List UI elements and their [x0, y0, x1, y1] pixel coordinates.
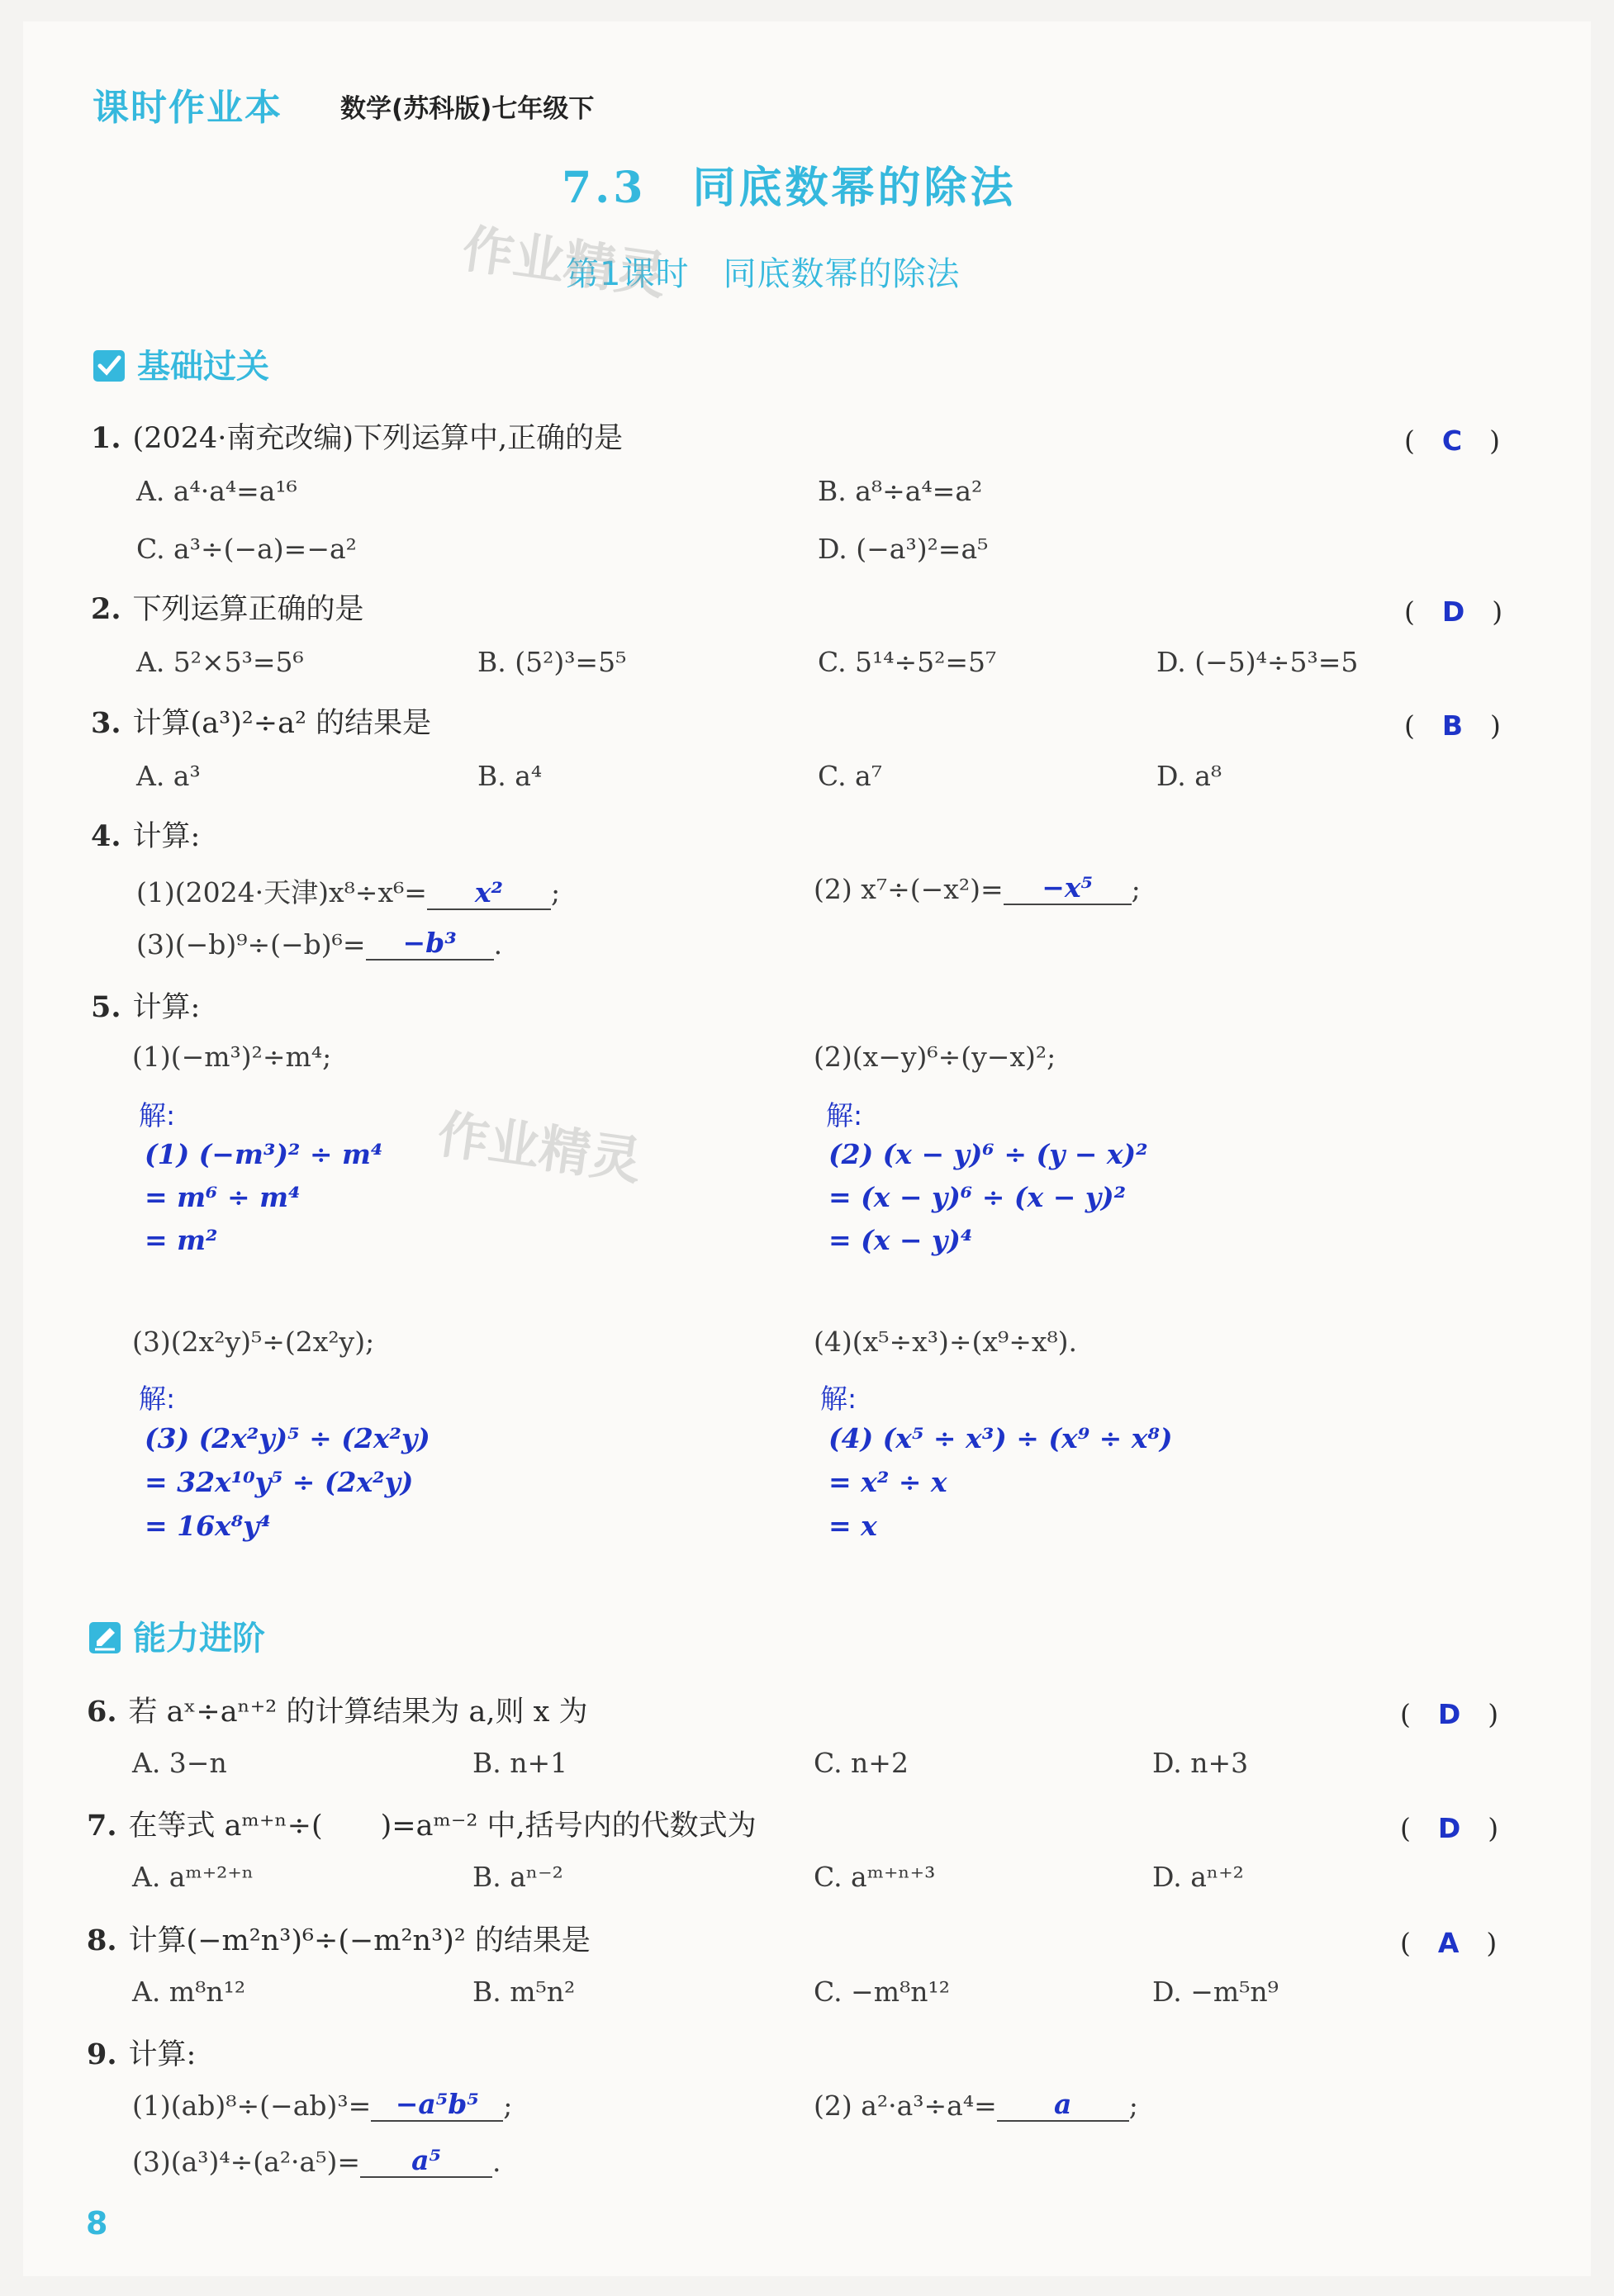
solution-line: = m²: [145, 1224, 218, 1256]
option-d: D. −m⁵n⁹: [1152, 1976, 1279, 2008]
solution-line: = 32x¹⁰y⁵ ÷ (2x²y): [145, 1466, 414, 1498]
question-number: 4.: [91, 819, 121, 853]
answer-slot-3: ( B ): [1404, 709, 1501, 742]
question-number: 8.: [87, 1924, 117, 1957]
subquestion-9-3: (3)(a³)⁴÷(a²·a⁵)= a⁵ .: [132, 2144, 501, 2178]
subquestion-5-3: (3)(2x²y)⁵÷(2x²y);: [132, 1326, 375, 1358]
question-text: 计算(−m²n³)⁶÷(−m²n³)² 的结果是: [128, 1924, 591, 1957]
solution-label: 解:: [139, 1099, 176, 1131]
subquestion-9-1: (1)(ab)⁸÷(−ab)³= −a⁵b⁵ ;: [132, 2088, 513, 2122]
question-text: 下列运算正确的是: [132, 593, 364, 626]
answer-blank: −b³: [366, 927, 494, 961]
answer-choice: A: [1437, 1927, 1460, 1959]
prompt: (3)(−b)⁹÷(−b)⁶=: [136, 928, 366, 961]
question-number: 9.: [87, 2037, 117, 2071]
section-advanced-label: 能力进阶: [133, 1620, 265, 1658]
solution-line: = 16x⁸y⁴: [145, 1510, 271, 1542]
section-basic: [91, 340, 269, 387]
option-a: A. m⁸n¹²: [132, 1976, 246, 2008]
lesson-subtitle: 第1课时 同底数幂的除法: [566, 255, 961, 293]
option-c: C. 5¹⁴÷5²=5⁷: [818, 646, 997, 678]
option-a: A. 5²×5³=5⁶: [136, 646, 304, 678]
question-5: [91, 984, 200, 1026]
solution-line: = x² ÷ x: [828, 1466, 947, 1498]
option-c: C. −m⁸n¹²: [814, 1976, 950, 2008]
solution-line: (3) (2x²y)⁵ ÷ (2x²y): [145, 1422, 430, 1454]
question-number: 6.: [87, 1695, 117, 1729]
question-text: 在等式 aᵐ⁺ⁿ÷( )=aᵐ⁻² 中,括号内的代数式为: [128, 1810, 757, 1843]
solution-label: 解:: [826, 1099, 863, 1131]
question-3: [91, 700, 431, 742]
subquestion-5-4: (4)(x⁵÷x³)÷(x⁹÷x⁸).: [814, 1326, 1078, 1358]
option-d: D. (−5)⁴÷5³=5: [1156, 646, 1359, 678]
solution-line: (1) (−m³)² ÷ m⁴: [145, 1138, 383, 1170]
option-a: A. 3−n: [132, 1747, 227, 1779]
option-c: C. aᵐ⁺ⁿ⁺³: [814, 1861, 936, 1893]
section-basic-label: 基础过关: [137, 348, 269, 386]
answer-blank: −a⁵b⁵: [371, 2088, 503, 2122]
answer-choice: B: [1441, 709, 1464, 742]
question-7: [87, 1803, 757, 1844]
option-b: B. aⁿ⁻²: [472, 1861, 563, 1893]
question-4: [91, 814, 200, 855]
answer-blank: a⁵: [360, 2144, 492, 2178]
question-text: 计算(a³)²÷a² 的结果是: [132, 707, 432, 740]
option-a: A. aᵐ⁺²⁺ⁿ: [132, 1861, 254, 1893]
solution-line: = m⁶ ÷ m⁴: [145, 1181, 301, 1213]
solution-line: (2) (x − y)⁶ ÷ (y − x)²: [828, 1138, 1148, 1170]
answer-choice: D: [1437, 1812, 1461, 1844]
watermark: 作业精灵: [434, 1103, 646, 1192]
option-b: B. a⁴: [477, 760, 543, 792]
answer-blank: x²: [427, 876, 551, 910]
option-d: D. a⁸: [1156, 760, 1222, 792]
subject-label: 数学(苏科版)七年级下: [340, 94, 595, 124]
answer-slot-7: ( D ): [1400, 1812, 1499, 1844]
option-b: B. a⁸÷a⁴=a²: [818, 475, 983, 507]
option-d: D. aⁿ⁺²: [1152, 1861, 1244, 1893]
answer-slot-2: ( D ): [1404, 595, 1503, 628]
answer-slot-6: ( D ): [1400, 1698, 1499, 1730]
prompt: (3)(a³)⁴÷(a²·a⁵)=: [132, 2146, 360, 2178]
question-8: [87, 1918, 591, 1959]
option-d: D. n+3: [1152, 1747, 1249, 1779]
option-a: A. a³: [136, 760, 201, 792]
question-number: 5.: [91, 990, 121, 1024]
answer-slot-8: ( A ): [1400, 1927, 1498, 1959]
question-1: [91, 415, 623, 457]
solution-label: 解:: [139, 1383, 176, 1415]
solution-line: = (x − y)⁶ ÷ (x − y)²: [828, 1181, 1127, 1213]
option-c: C. n+2: [814, 1747, 909, 1779]
option-b: B. n+1: [472, 1747, 568, 1779]
option-c: C. a⁷: [818, 760, 882, 792]
solution-label: 解:: [820, 1383, 857, 1415]
option-d: D. (−a³)²=a⁵: [818, 533, 989, 565]
question-text: 计算:: [132, 820, 201, 853]
answer-blank: a: [997, 2088, 1129, 2122]
answer-choice: C: [1441, 425, 1463, 457]
workbook-logo: [93, 78, 282, 130]
subquestion-4-1: (1)(2024·天津)x⁸÷x⁶= x² ;: [136, 876, 561, 908]
question-text: 计算:: [132, 991, 201, 1024]
option-b: B. m⁵n²: [472, 1976, 576, 2008]
prompt: (1)(ab)⁸÷(−ab)³=: [132, 2090, 372, 2122]
subquestion-4-3: (3)(−b)⁹÷(−b)⁶= −b³ .: [136, 927, 503, 961]
lesson-title: 7.3 同底数幂的除法: [562, 163, 1017, 213]
option-c: C. a³÷(−a)=−a²: [136, 533, 357, 565]
solution-line: (4) (x⁵ ÷ x³) ÷ (x⁹ ÷ x⁸): [828, 1422, 1173, 1454]
question-number: 1.: [91, 421, 121, 455]
question-9: [87, 2032, 196, 2073]
answer-slot-1: ( C ): [1404, 425, 1500, 457]
checkbox-icon: [91, 348, 127, 384]
option-b: B. (5²)³=5⁵: [477, 646, 627, 678]
solution-line: = (x − y)⁴: [828, 1224, 973, 1256]
pencil-icon: [87, 1620, 123, 1656]
prompt: (2) x⁷÷(−x²)=: [814, 873, 1004, 905]
option-a: A. a⁴·a⁴=a¹⁶: [136, 475, 297, 507]
answer-choice: D: [1441, 595, 1465, 628]
subquestion-5-2: (2)(x−y)⁶÷(y−x)²;: [814, 1041, 1056, 1073]
answer-choice: D: [1437, 1698, 1461, 1730]
answer-blank: −x⁵: [1004, 871, 1132, 905]
question-2: [91, 586, 364, 628]
question-number: 2.: [91, 592, 121, 626]
question-text: (2024·南充改编)下列运算中,正确的是: [132, 422, 624, 455]
subquestion-4-2: (2) x⁷÷(−x²)= −x⁵ ;: [814, 871, 1141, 905]
prompt: (2) a²·a³÷a⁴=: [814, 2090, 997, 2122]
subquestion-9-2: (2) a²·a³÷a⁴= a ;: [814, 2088, 1138, 2122]
prompt: (1)(2024·天津)x⁸÷x⁶=: [136, 876, 427, 908]
question-number: 3.: [91, 706, 121, 740]
solution-line: = x: [828, 1510, 877, 1542]
question-number: 7.: [87, 1809, 117, 1843]
subquestion-5-1: (1)(−m³)²÷m⁴;: [132, 1041, 332, 1073]
question-6: [87, 1689, 587, 1730]
workbook-logo-text: 课时作业本: [93, 87, 282, 129]
watermark: 作业精灵: [458, 218, 671, 306]
question-text: 计算:: [128, 2038, 197, 2071]
section-advanced: [87, 1612, 265, 1659]
question-text: 若 aˣ÷aⁿ⁺² 的计算结果为 a,则 x 为: [128, 1696, 588, 1729]
page-number: 8: [86, 2205, 108, 2241]
